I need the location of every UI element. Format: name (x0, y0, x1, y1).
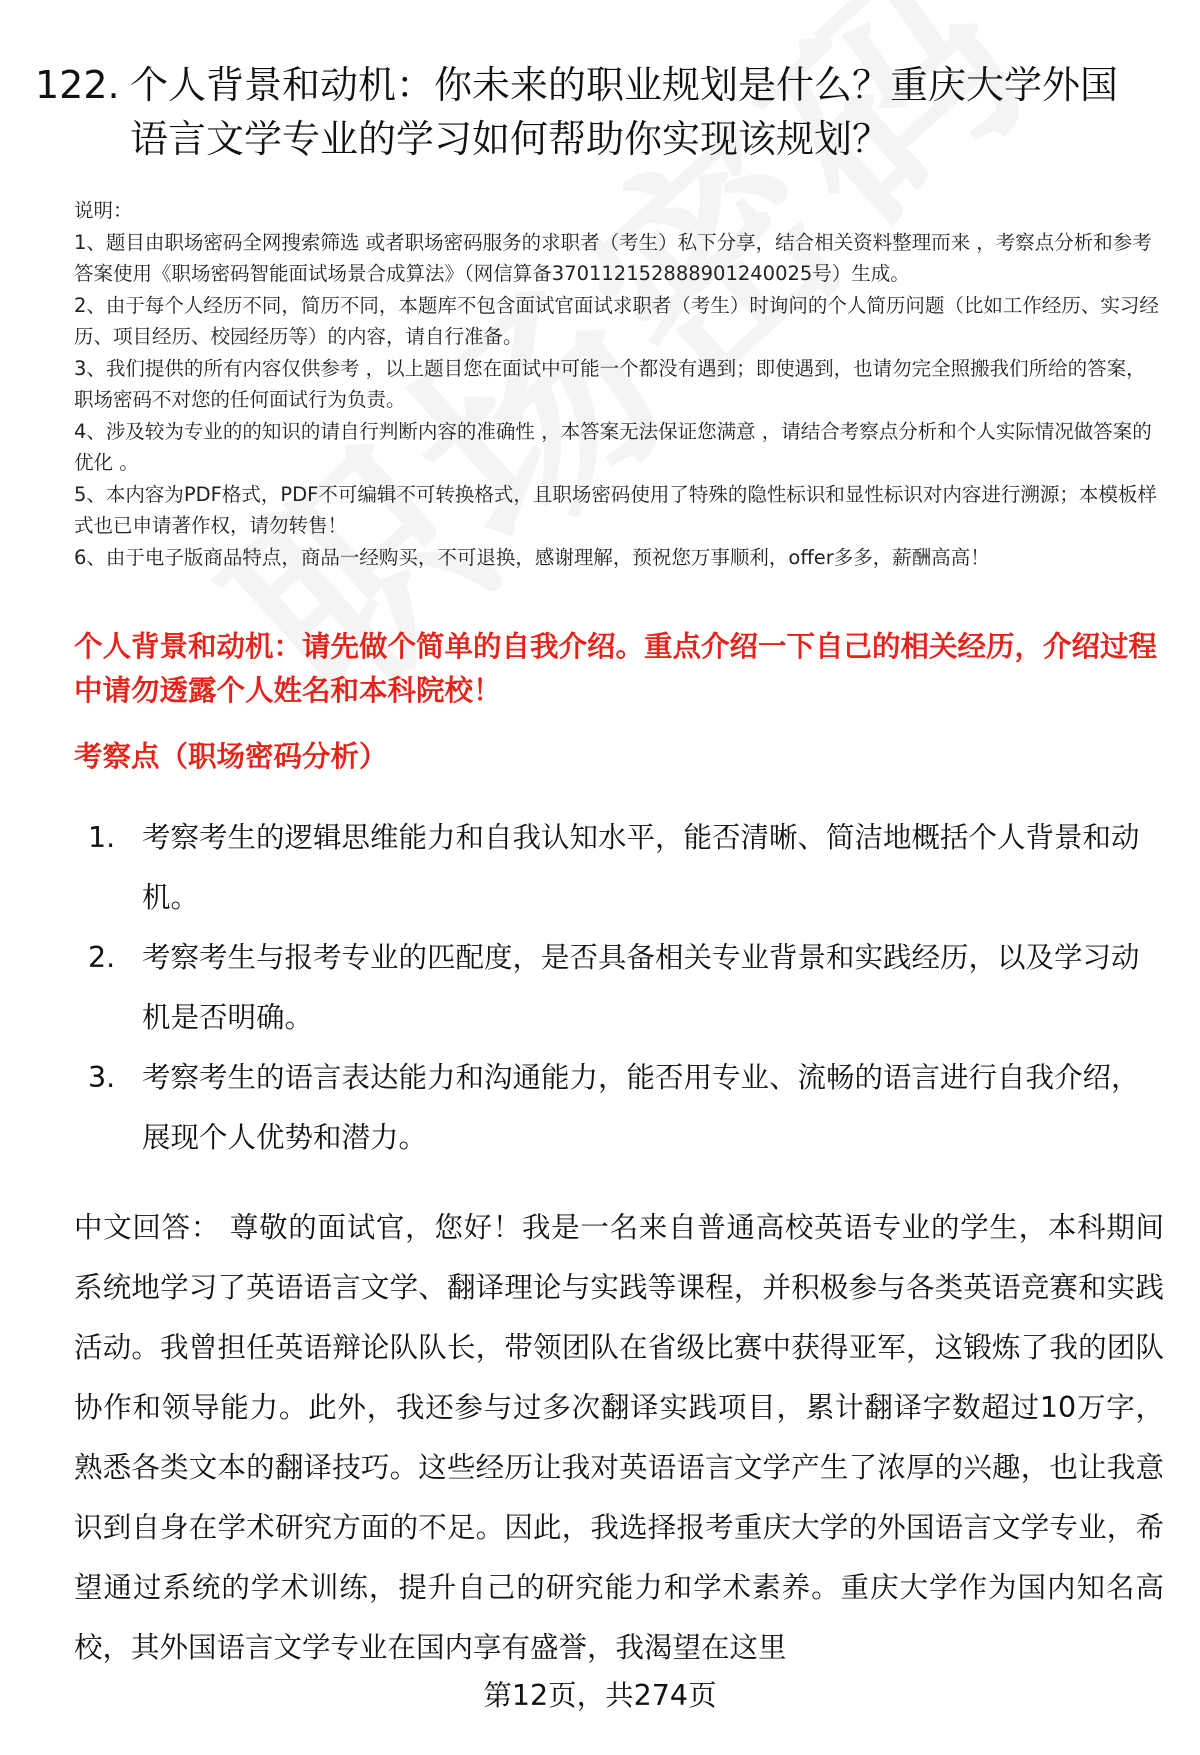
analysis-point (74, 808, 1164, 928)
point-text: 考察考生的逻辑思维能力和自我认知水平，能否清晰、简洁地概括个人背景和动机。 (142, 821, 1140, 914)
question-number: 122. (35, 63, 120, 107)
analysis-point (74, 1048, 1164, 1168)
answer-paragraph (74, 1198, 1164, 1678)
answer-label: 中文回答： (74, 1211, 221, 1244)
question-title (35, 58, 1155, 166)
question-text: 个人背景和动机：你未来的职业规划是什么？重庆大学外国语言文学专业的学习如何帮助你实现该规划？ (130, 63, 1119, 161)
notes-section (74, 195, 1164, 573)
analysis-point (74, 928, 1164, 1048)
prompt-heading: 个人背景和动机：请先做个简单的自我介绍。重点介绍一下自己的相关经历，介绍过程中请勿透露个人姓名和本科院校！ (74, 630, 1158, 707)
note-item: 6、由于电子版商品特点，商品一经购买，不可退换，感谢理解，预祝您万事顺利，offer多多，薪酬高高！ (74, 545, 990, 569)
note-item: 1、题目由职场密码全网搜索筛选 或者职场密码服务的求职者（考生）私下分享，结合相关资料整理而来 ，考察点分析和参考答案使用《职场密码智能面试场景合成算法》（网信算备370112152888901240025号）生成。 (74, 230, 1152, 285)
point-text: 考察考生的语言表达能力和沟通能力，能否用专业、流畅的语言进行自我介绍，展现个人优势和潜力。 (142, 1061, 1140, 1154)
analysis-heading: 考察点（职场密码分析） (74, 740, 388, 773)
point-number: 1. (88, 821, 116, 854)
point-number: 2. (88, 941, 116, 974)
point-text: 考察考生与报考专业的匹配度，是否具备相关专业背景和实践经历，以及学习动机是否明确。 (142, 941, 1140, 1034)
note-item: 2、由于每个人经历不同，简历不同，本题库不包含面试官面试求职者（考生）时询问的个人简历问题（比如工作经历、实习经历、项目经历、校园经历等）的内容，请自行准备。 (74, 293, 1159, 348)
note-item: 4、涉及较为专业的的知识的请自行判断内容的准确性 ，本答案无法保证您满意 ，请结合考察点分析和个人实际情况做答案的优化 。 (74, 419, 1152, 474)
page-footer: 第12页，共274页 (483, 1679, 717, 1712)
point-number: 3. (88, 1061, 116, 1094)
notes-heading: 说明： (74, 199, 133, 222)
note-item: 3、我们提供的所有内容仅供参考 ，以上题目您在面试中可能一个都没有遇到；即使遇到，也请勿完全照搬我们所给的答案，职场密码不对您的任何面试行为负责。 (74, 356, 1146, 411)
analysis-points (74, 808, 1164, 1168)
answer-text: 尊敬的面试官，您好！我是一名来自普通高校英语专业的学生，本科期间系统地学习了英语语言文学、翻译理论与实践等课程，并积极参与各类英语竞赛和实践活动。我曾担任英语辩论队队长，带领团队在省级比赛中获得亚军，这锻炼了我的团队协作和领导能力。此外，我还参与过多次翻译实践项目，累计翻译字数超过10万字，熟悉各类文本的翻译技巧。这些经历让我对英语语言文学产生了浓厚的兴趣，也让我意识到自身在学术研究方面的不足。因此，我选择报考重庆大学的外国语言文学专业，希望通过系统的学术训练，提升自己的研究能力和学术素养。重庆大学作为国内知名高校，其外国语言文学专业在国内享有盛誉，我渴望在这里 (74, 1211, 1164, 1664)
note-item: 5、本内容为PDF格式，PDF不可编辑不可转换格式，且职场密码使用了特殊的隐性标识和显性标识对内容进行溯源；本模板样式也已申请著作权，请勿转售！ (74, 482, 1157, 537)
